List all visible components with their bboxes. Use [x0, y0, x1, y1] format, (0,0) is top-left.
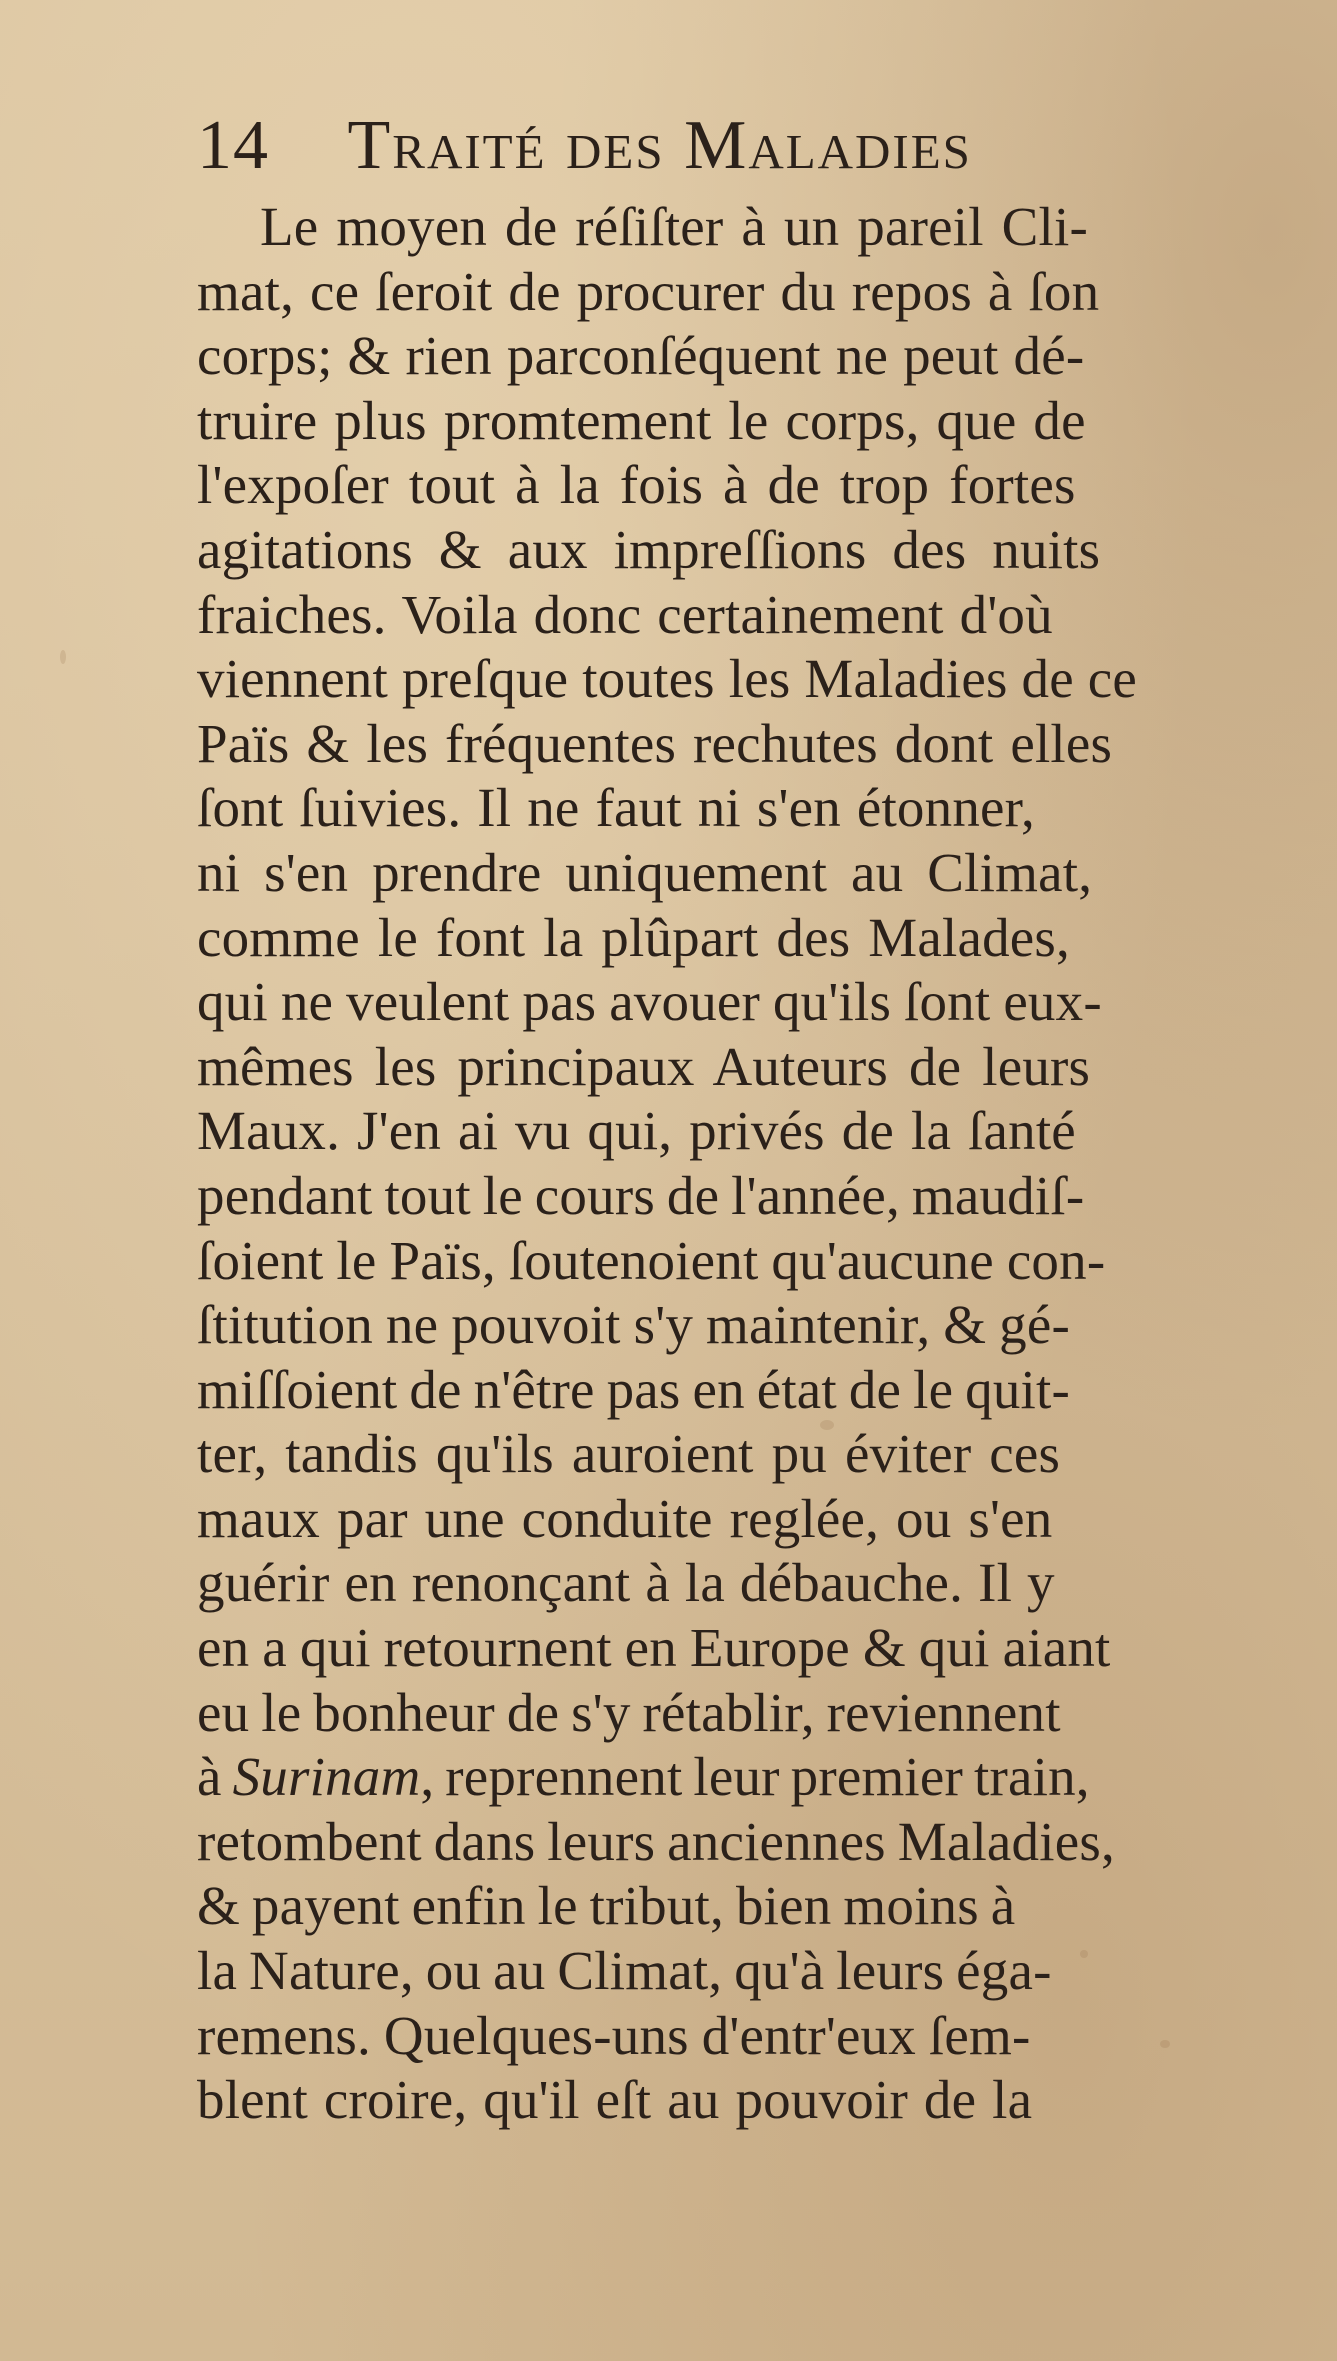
- text-line: eu le bonheur de s'y rétablir, reviennent: [197, 1681, 1061, 1743]
- text-line: guérir en renonçant à la débauche. Il y: [197, 1552, 1055, 1614]
- text-line: miſſoient de n'être pas en état de le quit-: [197, 1358, 1071, 1420]
- text-line: ſtitution ne pouvoit s'y maintenir, & gé-: [197, 1294, 1070, 1356]
- text-line: fraiches. Voila donc certainement d'où: [197, 583, 1053, 645]
- page-number: 14: [197, 107, 269, 184]
- text-line: pendant tout le cours de l'année, maudiſ-: [197, 1164, 1085, 1226]
- text-line: ſoient le Païs, ſoutenoient qu'aucune con-: [197, 1229, 1106, 1291]
- text-segment: à: [197, 1746, 233, 1808]
- text-line-with-italic: [197, 1745, 1297, 1810]
- text-line: qui ne veulent pas avouer qu'ils ſont eux-: [197, 971, 1102, 1033]
- text-line: truire plus promtement le corps, que de: [197, 389, 1086, 451]
- text-line: & payent enfin le tribut, bien moins à: [197, 1875, 1016, 1937]
- text-line: remens. Quelques-uns d'entr'eux ſem-: [197, 2004, 1031, 2066]
- body-text: [197, 195, 1297, 2133]
- text-line: corps; & rien parconſéquent ne peut dé-: [197, 325, 1085, 387]
- text-line: viennent preſque toutes les Maladies de ce: [197, 648, 1138, 710]
- text-line: maux par une conduite reglée, ou s'en: [197, 1487, 1053, 1549]
- text-segment: , reprennent leur premier train,: [420, 1746, 1090, 1808]
- text-line: ni s'en prendre uniquement au Climat,: [197, 841, 1093, 903]
- text-line: en a qui retournent en Europe & qui aiant: [197, 1617, 1111, 1679]
- text-line: agitations & aux impreſſions des nuits: [197, 518, 1101, 580]
- text-line: mat, ce ſeroit de procurer du repos à ſon: [197, 260, 1100, 322]
- text-line: l'expoſer tout à la fois à de trop fortes: [197, 454, 1076, 516]
- running-header: [197, 100, 1217, 192]
- text-line: Le moyen de réſiſter à un pareil Cli-: [260, 196, 1089, 257]
- italic-place-name: Surinam: [232, 1746, 421, 1808]
- running-title: Traité des Maladies: [347, 107, 972, 184]
- text-line: ter, tandis qu'ils auroient pu éviter ces: [197, 1423, 1061, 1485]
- text-line: blent croire, qu'il eſt au pouvoir de la: [197, 2069, 1033, 2131]
- text-line: retombent dans leurs anciennes Maladies,: [197, 1810, 1115, 1872]
- text-line: comme le font la plûpart des Malades,: [197, 906, 1070, 968]
- text-line: ſont ſuivies. Il ne faut ni s'en étonner,: [197, 777, 1035, 839]
- text-line: Maux. J'en ai vu qui, privés de la ſanté: [197, 1100, 1076, 1162]
- text-line: Païs & les fréquentes rechutes dont elles: [197, 712, 1113, 774]
- text-line: mêmes les principaux Auteurs de leurs: [197, 1035, 1091, 1097]
- foxing-spot: [60, 650, 66, 664]
- text-line: la Nature, ou au Climat, qu'à leurs éga-: [197, 1940, 1052, 2002]
